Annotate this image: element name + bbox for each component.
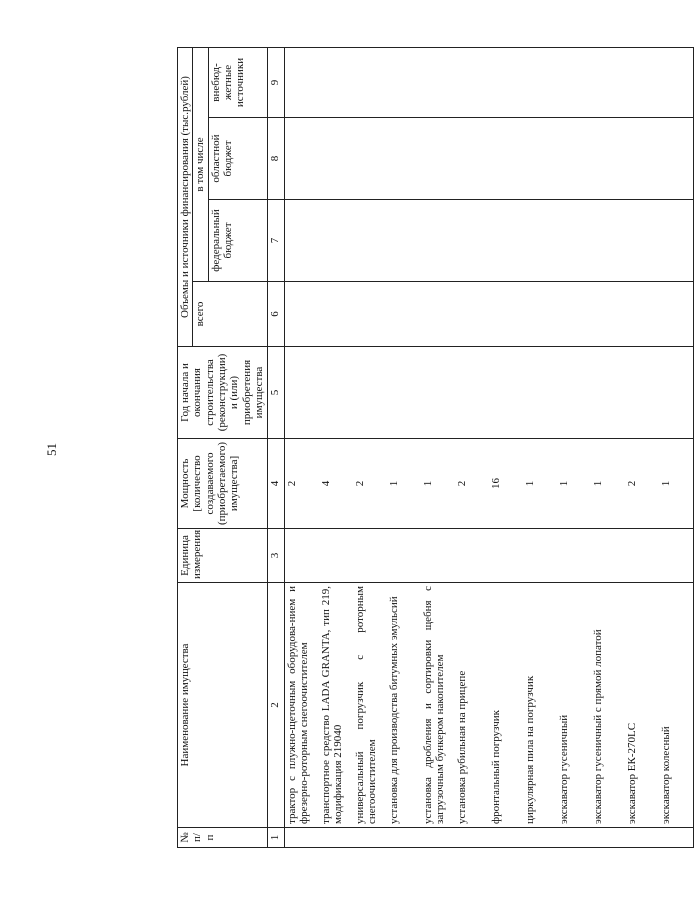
header-total: всего [193, 282, 267, 347]
table-row [284, 47, 319, 847]
header-including: в том числе [193, 47, 208, 281]
header-property-name: Наименование имущества [178, 583, 268, 828]
table-row [319, 47, 353, 847]
property-quantity: 1 [659, 439, 694, 529]
property-name: установка для производства битумных эмульсий [387, 583, 421, 828]
header-federal-budget: федеральный бюджет [208, 200, 267, 282]
property-name: экскаватор колесный [659, 583, 694, 828]
property-quantity: 1 [591, 439, 625, 529]
table-row [557, 47, 591, 847]
table-row [387, 47, 421, 847]
column-number: 1 [267, 828, 284, 848]
column-number: 8 [267, 118, 284, 200]
header-number: № п/п [178, 828, 268, 848]
property-name: фронтальный погрузчик [489, 583, 523, 828]
header-extrabudgetary: внебюд-жетные источники [208, 47, 267, 117]
column-number: 3 [267, 529, 284, 583]
table-row [421, 47, 455, 847]
property-name: экскаватор ЕК-270LC [625, 583, 659, 828]
column-number: 5 [267, 347, 284, 439]
page-number: 51 [44, 443, 59, 456]
property-name: транспортное средство LADA GRANTA, тип 219, модификация 219040 [319, 583, 353, 828]
property-quantity: 1 [421, 439, 455, 529]
property-name: трактор с плужно-щеточным оборудова-нием и фрезерно-роторным снегоочистителем [284, 583, 319, 828]
property-quantity: 1 [387, 439, 421, 529]
header-years: Год начала и окончания строительства (реконструкции) и (или) приобретения имущества [178, 347, 268, 439]
column-number: 7 [267, 200, 284, 282]
header-regional-budget: областной бюджет [208, 118, 267, 200]
property-quantity: 4 [319, 439, 353, 529]
column-number: 6 [267, 282, 284, 347]
table-row [353, 47, 387, 847]
property-name: установка дробления и сортировки щебня с загрузочным бункером накопителем [421, 583, 455, 828]
table-row [625, 47, 659, 847]
property-name: экскаватор гусеничный [557, 583, 591, 828]
column-number-row [267, 47, 284, 847]
rotated-table-wrapper [177, 48, 672, 848]
property-name: универсальный погрузчик с роторным снегоочистителем [353, 583, 387, 828]
table-row [659, 47, 694, 847]
table-row [591, 47, 625, 847]
table-row [455, 47, 489, 847]
property-quantity: 2 [455, 439, 489, 529]
header-unit: Единица измерения [178, 529, 268, 583]
property-quantity: 1 [523, 439, 557, 529]
header-funding-group: Объемы и источники финансирования (тыс.рублей) [178, 47, 193, 346]
header-capacity: Мощность [количество создаваемого (приобретаемого) имущества] [178, 439, 268, 529]
property-quantity: 1 [557, 439, 591, 529]
property-name: установка рубильная на прицепе [455, 583, 489, 828]
property-quantity: 16 [489, 439, 523, 529]
property-name: циркулярная пила на погрузчик [523, 583, 557, 828]
property-table [177, 47, 694, 848]
property-name: экскаватор гусеничный с прямой лопатой [591, 583, 625, 828]
property-quantity: 2 [284, 439, 319, 529]
property-quantity: 2 [353, 439, 387, 529]
column-number: 9 [267, 47, 284, 117]
table-row [523, 47, 557, 847]
property-quantity: 2 [625, 439, 659, 529]
table-row [489, 47, 523, 847]
column-number: 2 [267, 583, 284, 828]
column-number: 4 [267, 439, 284, 529]
